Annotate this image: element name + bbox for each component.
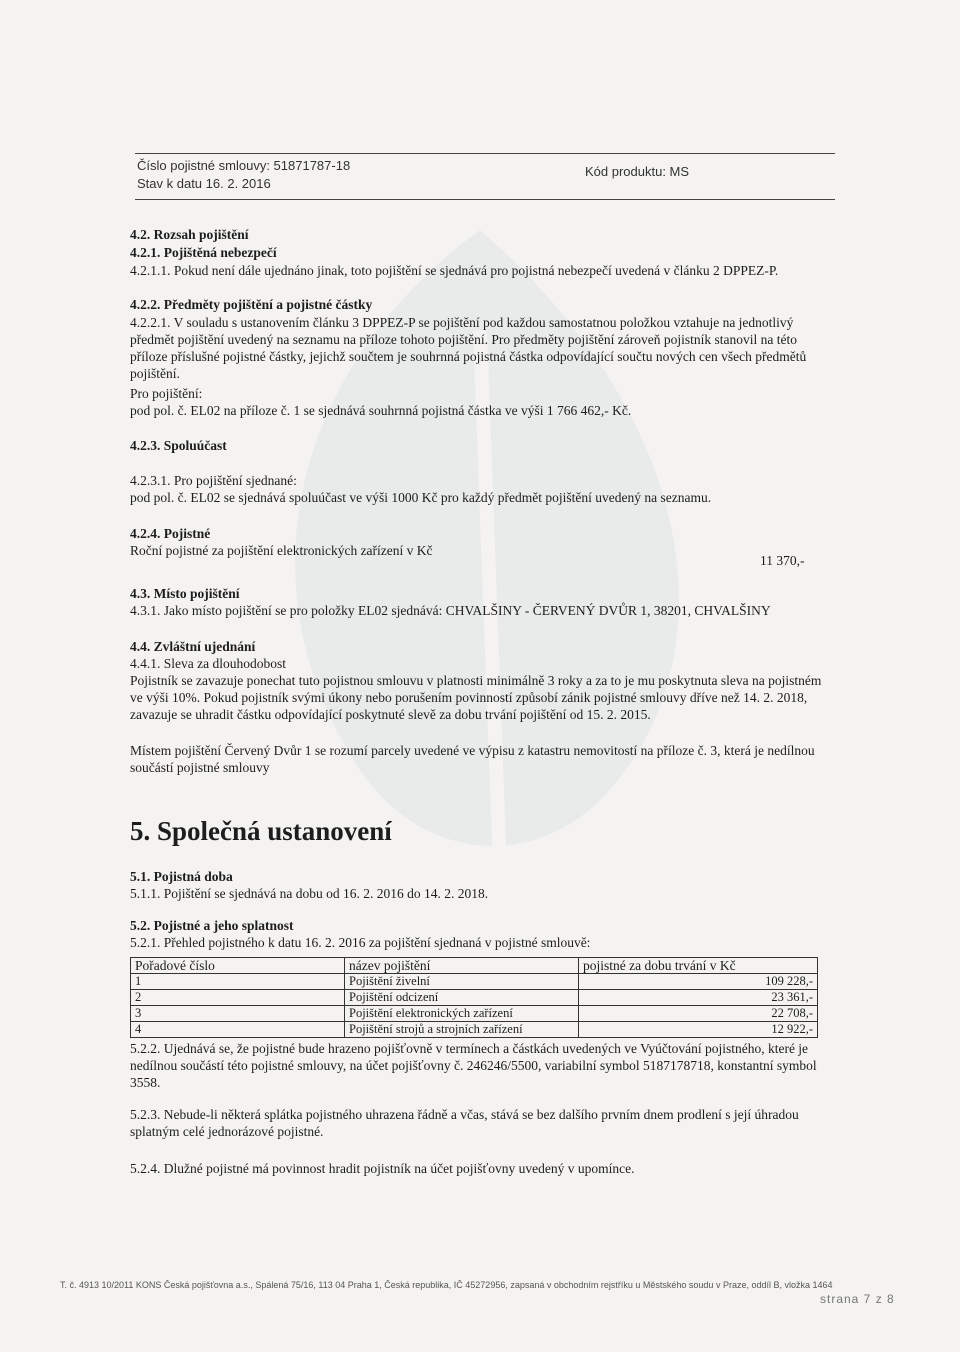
paragraph: 4.2.1.1. Pokud není dále ujednáno jinak, toto pojištění se sjednává pro pojistná nebezpečí uvedená v článku 2 DPPEZ-P. <box>130 263 779 278</box>
table-cell: 109 228,- <box>579 974 818 990</box>
paragraph: pod pol. č. EL02 se sjednává spoluúčast ve výši 1000 Kč pro každý předmět pojištění uvedený na seznamu. <box>130 490 712 505</box>
paragraph: 5.2.4. Dlužné pojistné má povinnost hradit pojistník na účet pojišťovny uvedený v upomínce. <box>130 1161 635 1176</box>
header-top-rule <box>135 153 835 154</box>
paragraph: Pojistník se zavazuje ponechat tuto pojistnou smlouvu v platnosti minimálně 3 roky a za to je mu poskytnuta sleva na pojistném ve výši 10%. Pokud pojistník svými úkony nebo porušením povinností způsobí zánik pojistné smlouvy dříve než 14. 2. 2018, zavazuje se uhradit částku odpovídající poskytnuté slevě za dobu trvání pojištění od 15. 2. 2015. <box>130 673 822 722</box>
table-row <box>131 1006 818 1022</box>
paragraph: 5.2.2. Ujednává se, že pojistné bude hrazeno pojišťovně v termínech a částkách uvedených ve Vyúčtování pojistného, které je nedílnou součástí této pojistné smlouvy, na účet pojišťovny č. 246246/5500, variabilní symbol 5187178718, konstantní symbol 3558. <box>130 1041 817 1090</box>
text-line: 4.4.1. Sleva za dlouhodobost <box>130 656 286 671</box>
table-cell: Pojištění strojů a strojních zařízení <box>345 1022 579 1038</box>
paragraph: 5.2.1. Přehled pojistného k datu 16. 2. 2016 za pojištění sjednaná v pojistné smlouvě: <box>130 935 591 950</box>
section-heading: 4.3. Místo pojištění <box>130 586 240 601</box>
premium-amount: 11 370,- <box>760 553 805 568</box>
text-line: Roční pojistné za pojištění elektronických zařízení v Kč <box>130 543 433 558</box>
page-number: strana 7 z 8 <box>820 1292 895 1306</box>
section-heading: 4.4. Zvláštní ujednání <box>130 639 256 654</box>
column-header: název pojištění <box>345 958 579 974</box>
header-bottom-rule <box>135 199 835 200</box>
table-header-row <box>131 958 818 974</box>
text-line: pod pol. č. EL02 na příloze č. 1 se sjednává souhrnná pojistná částka ve výši 1 766 462,- Kč. <box>130 403 632 418</box>
section-heading: 5.1. Pojistná doba <box>130 869 233 884</box>
paragraph: 5.2.3. Nebude-li některá splátka pojistného uhrazena řádně a včas, stává se bez dalšího prvním dnem prodlení s její úhradou splatným celé jednorázové pojistné. <box>130 1107 799 1139</box>
column-header: Pořadové číslo <box>131 958 345 974</box>
table-cell: 4 <box>131 1022 345 1038</box>
footer-legal-text: T. č. 4913 10/2011 KONS Česká pojišťovna a.s., Spálená 75/16, 113 04 Praha 1, Česká republika, IČ 45272956, zapsaná v obchodním rejstříku u Městského soudu v Praze, oddíl B, vložka 1464 <box>60 1280 833 1290</box>
subsection-heading: 4.2.3. Spoluúčast <box>130 438 227 453</box>
table-cell: 23 361,- <box>579 990 818 1006</box>
product-code: Kód produktu: MS <box>585 164 690 179</box>
table-cell: 1 <box>131 974 345 990</box>
paragraph: 4.3.1. Jako místo pojištění se pro položky EL02 sjednává: CHVALŠINY - ČERVENÝ DVŮR 1, 38201, CHVALŠINY <box>130 603 771 618</box>
paragraph: 5.1.1. Pojištění se sjednává na dobu od 16. 2. 2016 do 14. 2. 2018. <box>130 886 489 901</box>
chapter-title: 5. Společná ustanovení <box>130 816 392 846</box>
table-cell: Pojištění elektronických zařízení <box>345 1006 579 1022</box>
subsection-heading: 4.2.1. Pojištěná nebezpečí <box>130 245 277 260</box>
text-line: 4.2.3.1. Pro pojištění sjednané: <box>130 473 297 488</box>
table-cell: 12 922,- <box>579 1022 818 1038</box>
table-row <box>131 974 818 990</box>
section-heading: 4.2. Rozsah pojištění <box>130 227 249 242</box>
table-row <box>131 990 818 1006</box>
premium-table <box>130 957 818 1038</box>
column-header: pojistné za dobu trvání v Kč <box>579 958 818 974</box>
paragraph: Místem pojištění Červený Dvůr 1 se rozumí parcely uvedené ve výpisu z katastru nemovitostí na příloze č. 3, která je nedílnou součástí pojistné smlouvy <box>130 743 815 775</box>
section-heading: 5.2. Pojistné a jeho splatnost <box>130 918 294 933</box>
table-cell: 2 <box>131 990 345 1006</box>
paragraph: 4.2.2.1. V souladu s ustanovením článku 3 DPPEZ-P se pojištění pod každou samostatnou položkou vztahuje na jednotlivý předmět pojištění uvedený na seznamu na příloze tohoto pojištění. Pro předměty pojištění zároveň pojistník stanovil na této příloze příslušné pojistné částky, jejichž součtem je souhrnná pojistná částka odpovídající součtu nových cen všech předmětů pojištění. <box>130 315 807 381</box>
table-cell: Pojištění živelní <box>345 974 579 990</box>
subsection-heading: 4.2.4. Pojistné <box>130 526 211 541</box>
policy-number: Číslo pojistné smlouvy: 51871787-18 <box>137 158 351 173</box>
table-cell: 3 <box>131 1006 345 1022</box>
table-cell: Pojištění odcizení <box>345 990 579 1006</box>
subsection-heading: 4.2.2. Předměty pojištění a pojistné částky <box>130 297 373 312</box>
table-row <box>131 1022 818 1038</box>
text-line: Pro pojištění: <box>130 386 203 401</box>
status-date: Stav k datu 16. 2. 2016 <box>137 176 271 191</box>
table-cell: 22 708,- <box>579 1006 818 1022</box>
